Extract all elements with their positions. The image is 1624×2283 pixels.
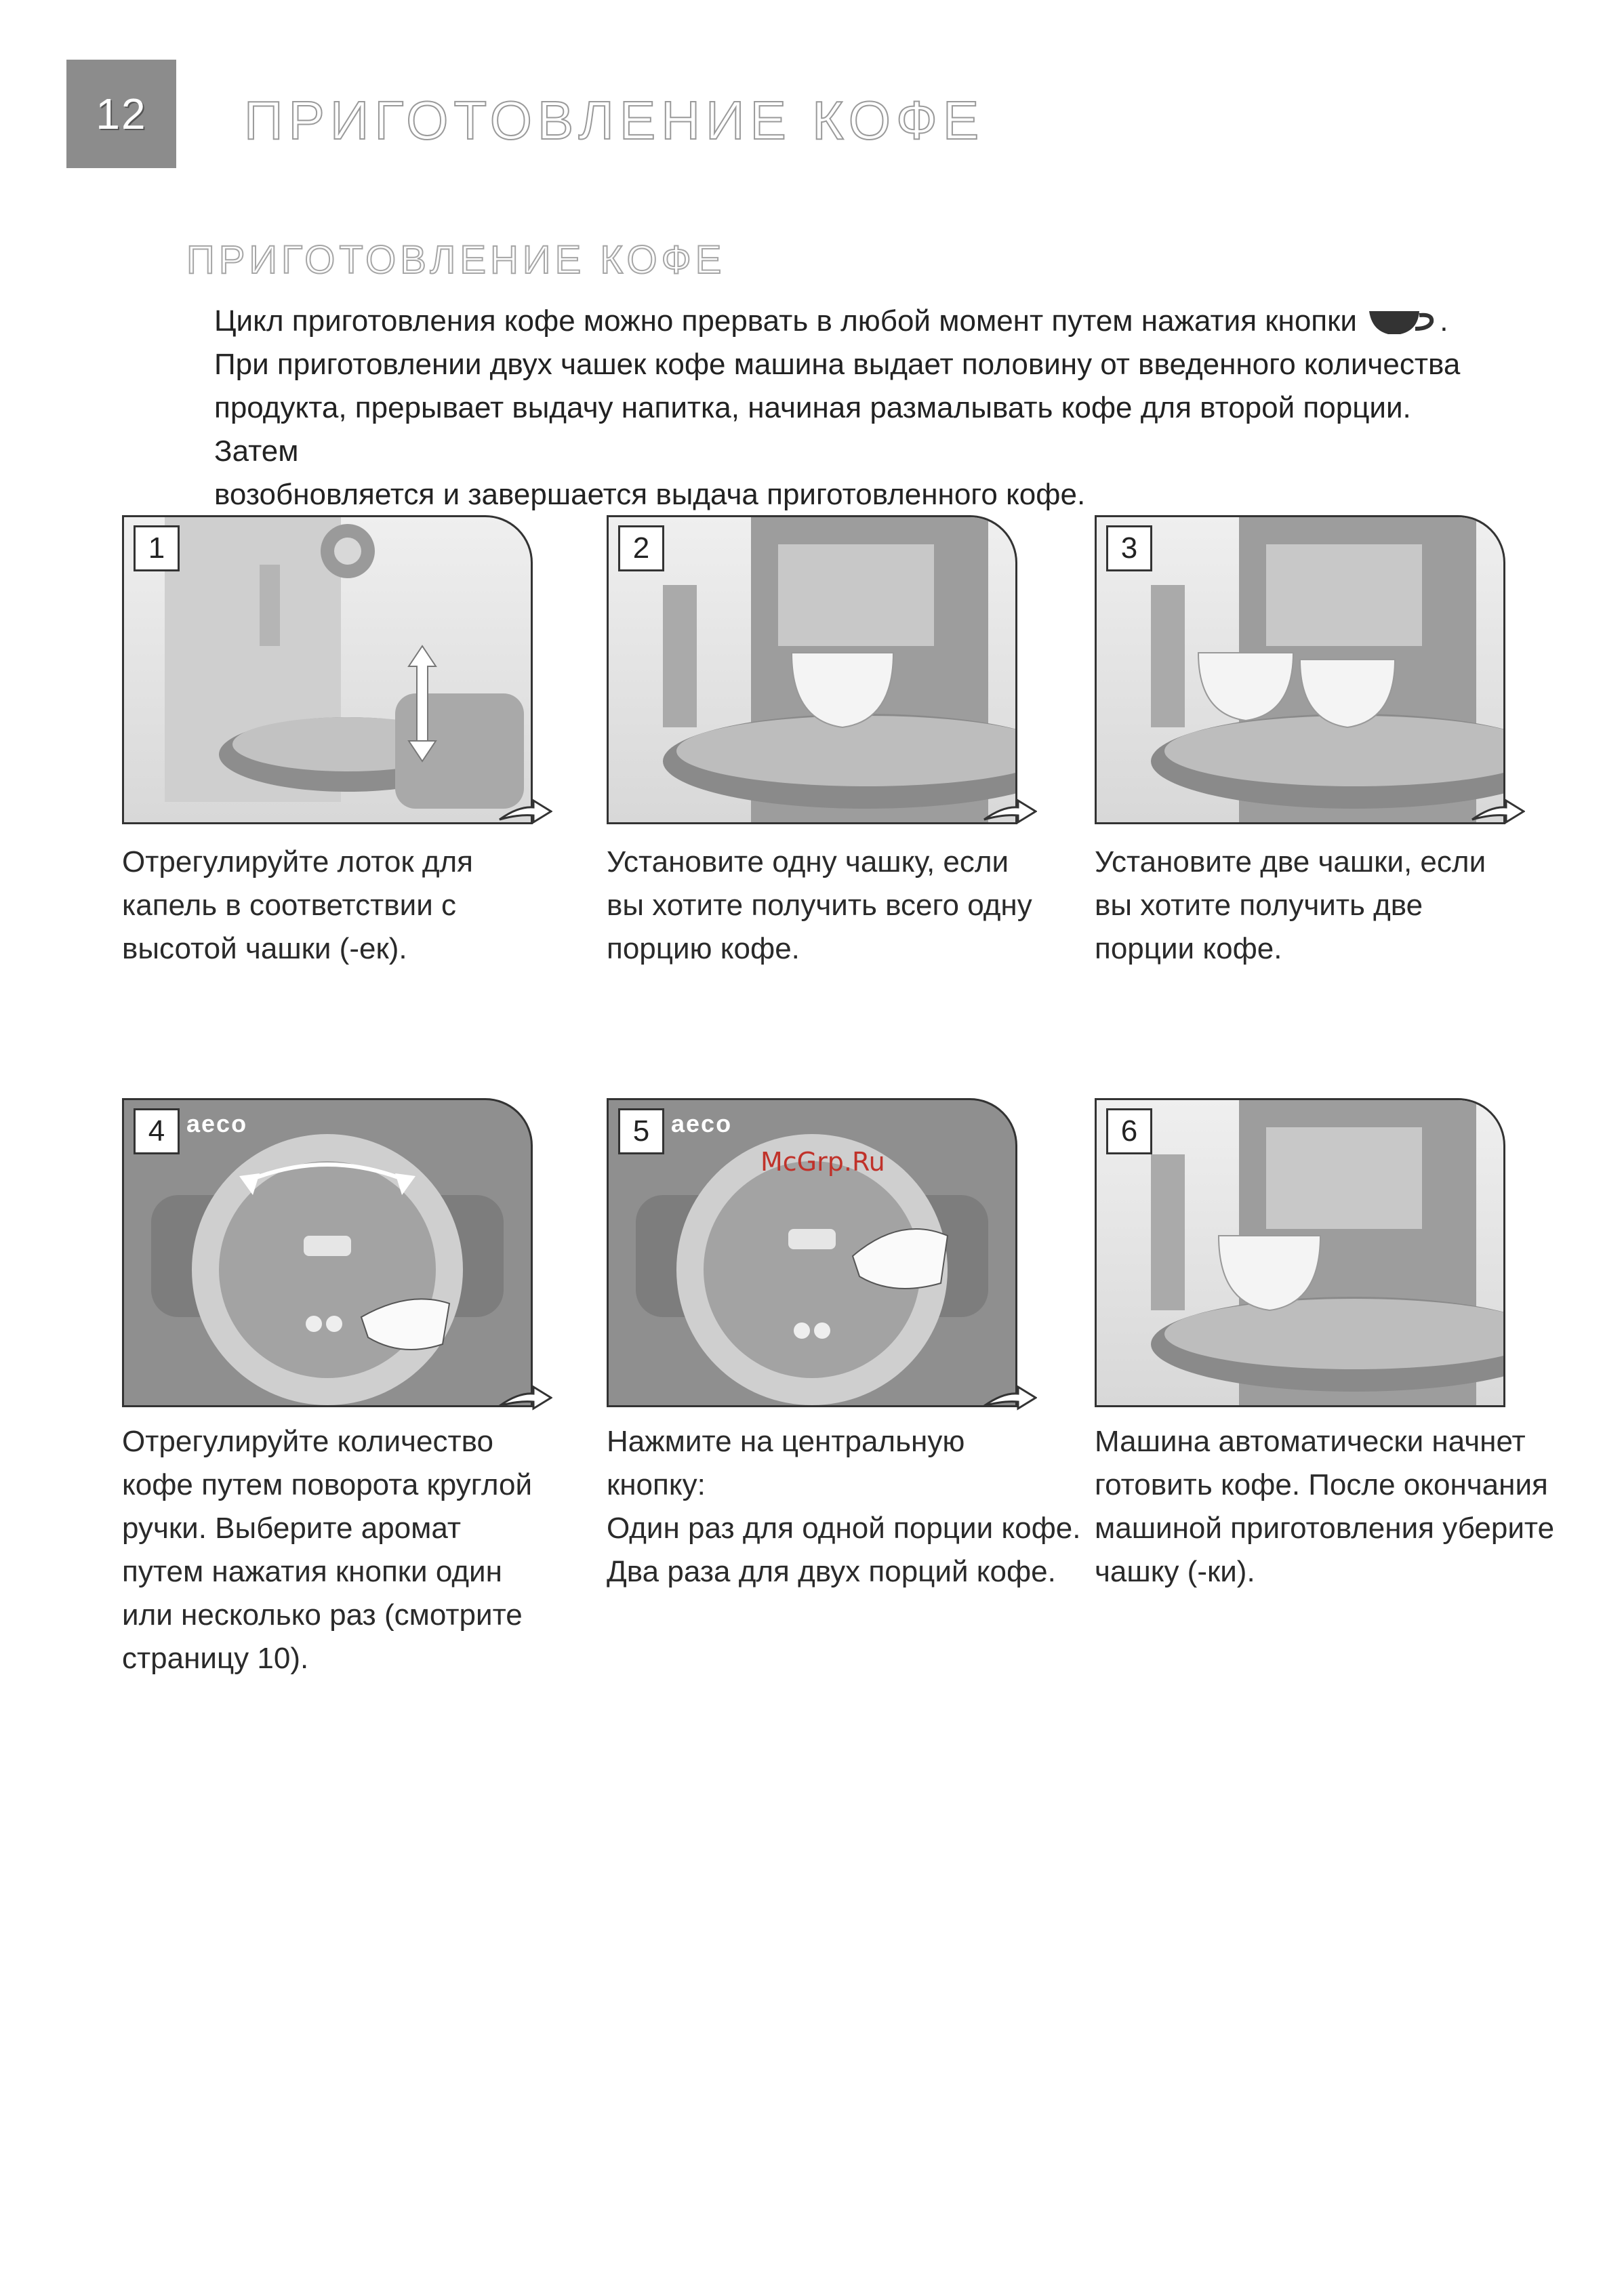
step-3-caption [1095,841,1569,971]
step-1-line: высотой чашки (-ек). [122,932,407,965]
step-2-line: порцию кофе. [607,932,800,965]
step-6-caption [1095,1420,1569,1594]
step-6-line: готовить кофе. После окончания [1095,1468,1548,1501]
intro-text [214,300,1502,517]
step-4-number: 4 [134,1108,180,1154]
intro-line-3: продукта, прерывает выдачу напитка, начиная размалывать кофе для второй порции. Затем [214,391,1411,468]
step-4-caption [122,1420,596,1680]
step-5-line: Нажмите на центральную [607,1425,965,1458]
step-4-line: путем нажатия кнопки один [122,1555,502,1588]
section-title: ПРИГОТОВЛЕНИЕ КОФЕ [186,238,726,282]
step-2-line: вы хотите получить всего одну [607,889,1032,922]
step-2-number: 2 [618,525,664,571]
step-5-line: Два раза для двух порций кофе. [607,1555,1056,1588]
step-1-image [122,515,533,824]
intro-line-4: возобновляется и завершается выдача приготовленного кофе. [214,478,1086,511]
intro-line-1: Цикл приготовления кофе можно прервать в любой момент путем нажатия кнопки [214,304,1357,338]
step-2-line: Установите одну чашку, если [607,845,1009,878]
two-cups-illustration [1097,517,1503,822]
step-1-caption [122,841,596,971]
cup-icon [1365,306,1440,340]
brewing-cup-illustration [1097,1100,1503,1405]
step-4-line: страницу 10). [122,1642,309,1675]
step-3-number: 3 [1106,525,1152,571]
step-4-line: ручки. Выберите аромат [122,1512,462,1545]
drip-tray-illustration [124,517,531,822]
intro-line-1-end: . [1440,304,1448,338]
header-title: ПРИГОТОВЛЕНИЕ КОФЕ [244,90,985,150]
step-3-line: вы хотите получить две [1095,889,1423,922]
one-cup-illustration [609,517,1015,822]
next-arrow-icon [983,1383,1037,1413]
step-6-number: 6 [1106,1108,1152,1154]
next-arrow-icon [983,796,1037,826]
rotary-knob-illustration [124,1100,531,1405]
watermark: McGrp.Ru [760,1147,885,1177]
next-arrow-icon [498,1383,552,1413]
step-3-line: Установите две чашки, если [1095,845,1486,878]
step-6-line: чашку (-ки). [1095,1555,1255,1588]
step-5-line: кнопку: [607,1468,706,1501]
step-4-line: кофе путем поворота круглой [122,1468,533,1501]
page-number: 12 [96,89,147,138]
step-6-image [1095,1098,1505,1407]
step-2-image [607,515,1017,824]
step-1-line: Отрегулируйте лоток для [122,845,474,878]
step-1-line: капель в соответствии с [122,889,457,922]
step-6-line: машиной приготовления уберите [1095,1512,1555,1545]
step-2-caption [607,841,1081,971]
step-1-number: 1 [134,525,180,571]
brand-logo: aeco [671,1110,733,1137]
brand-logo: aeco [186,1110,248,1137]
step-5-image [607,1098,1017,1407]
step-4-line: или несколько раз (смотрите [122,1598,523,1632]
step-6-line: Машина автоматически начнет [1095,1425,1526,1458]
intro-line-2: При приготовлении двух чашек кофе машина выдает половину от введенного количества [214,348,1461,381]
step-3-line: порции кофе. [1095,932,1282,965]
center-button-illustration [609,1100,1015,1405]
step-3-image [1095,515,1505,824]
step-5-line: Один раз для одной порции кофе. [607,1512,1081,1545]
page-number-box [66,60,176,168]
step-5-caption [607,1420,1081,1594]
step-4-image [122,1098,533,1407]
step-4-line: Отрегулируйте количество [122,1425,493,1458]
step-5-number: 5 [618,1108,664,1154]
next-arrow-icon [498,796,552,826]
next-arrow-icon [1471,796,1525,826]
